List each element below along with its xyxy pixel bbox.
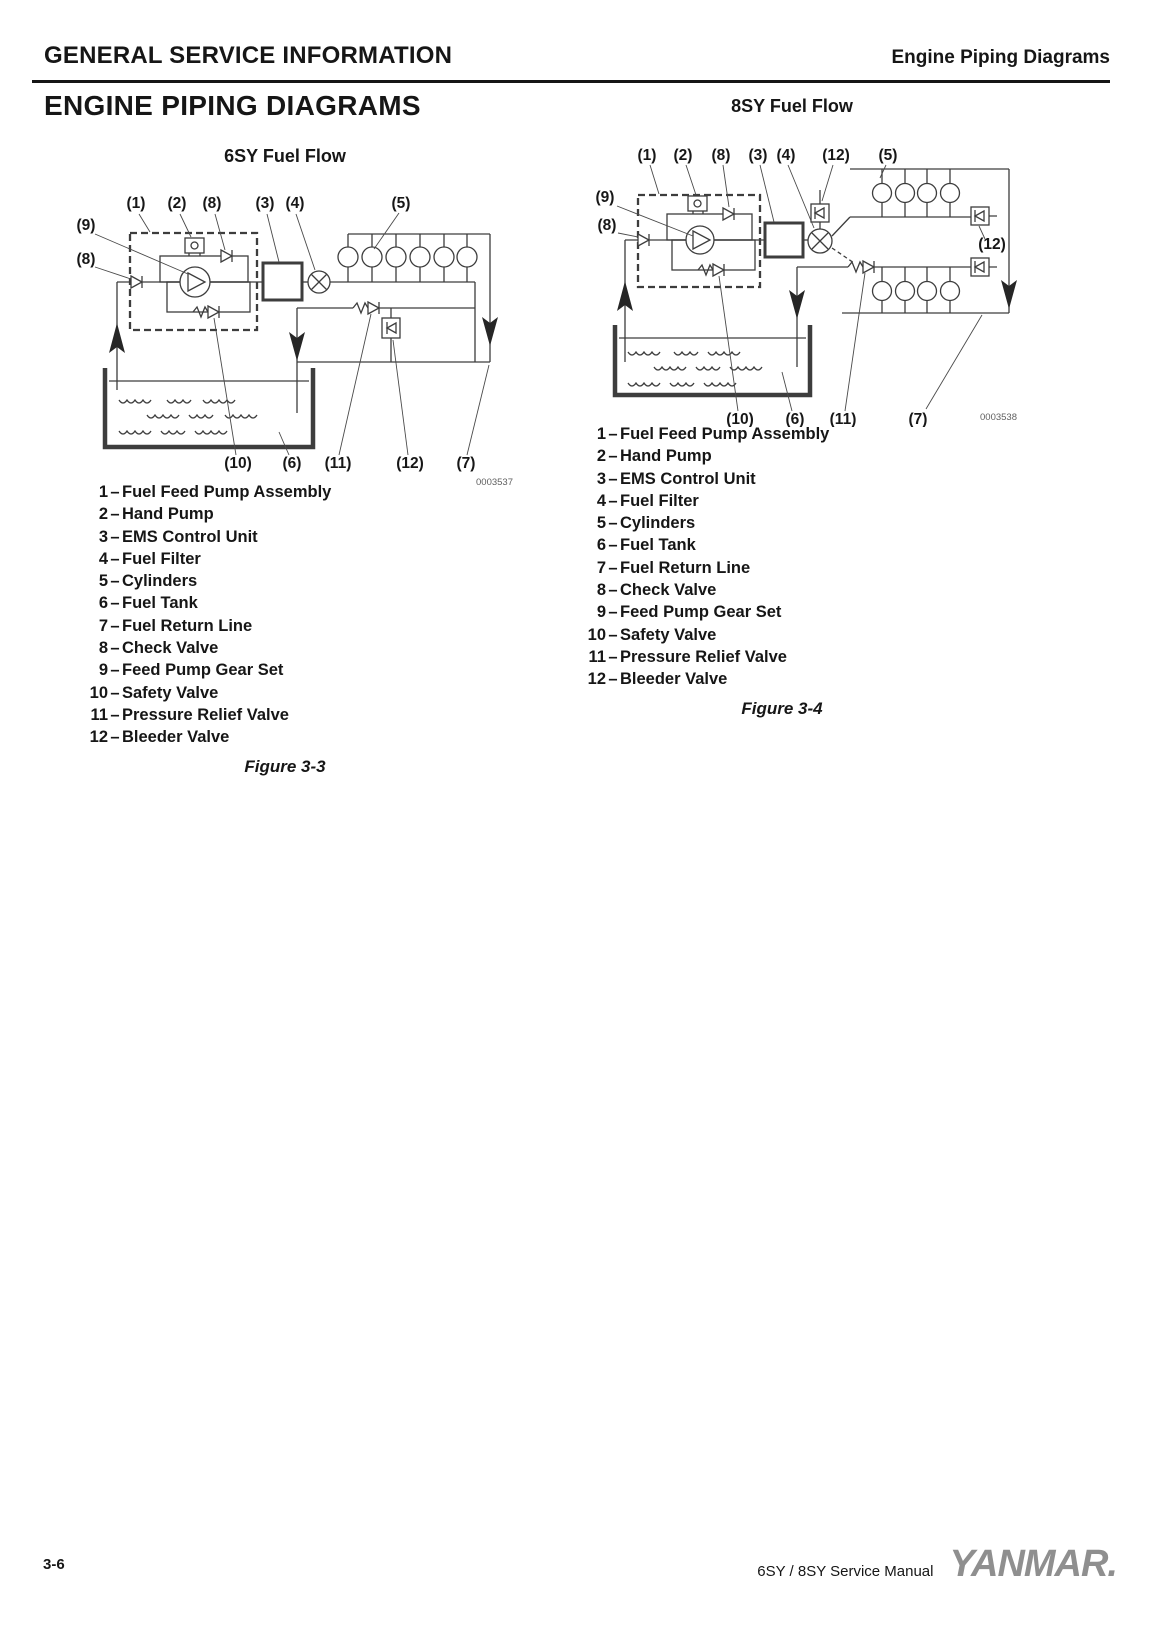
legend-item-number: 3 — [98, 527, 108, 546]
callout-2: (2) — [167, 195, 187, 212]
check-valve-top-icon — [221, 250, 232, 262]
legend-item — [82, 682, 331, 704]
callout-3: (3) — [255, 195, 275, 212]
legend-item-number: 12 — [587, 670, 606, 689]
cylinders-6sy — [338, 234, 477, 282]
legend-item-number: 10 — [587, 625, 606, 644]
legend-item-number: 1 — [596, 425, 606, 443]
legend-item-label: Check Valve — [122, 639, 219, 658]
legend-item-number: 6 — [98, 594, 108, 613]
legend-item-number: 2 — [596, 447, 606, 466]
pressure-relief-valve-icon — [848, 261, 874, 273]
fuel-feed-pump-assembly-8sy — [638, 195, 760, 287]
header-divider — [32, 80, 1110, 83]
image-id-8sy: 0003538 — [980, 412, 1017, 423]
legend-separator: – — [110, 683, 120, 702]
callout-8-top: (8) — [202, 195, 222, 212]
legend-item — [580, 468, 829, 490]
legend-separator: – — [608, 491, 618, 510]
legend-item — [82, 592, 331, 614]
header-subsection-title: Engine Piping Diagrams — [891, 47, 1110, 68]
figure-6sy-title: 6SY Fuel Flow — [224, 146, 346, 166]
legend-item — [580, 490, 829, 512]
legend-item-label: Hand Pump — [122, 505, 214, 524]
callout-12-top: (12) — [822, 147, 850, 164]
legend-item — [82, 548, 331, 570]
cylinder-bank-upper — [873, 169, 960, 217]
legend-item — [82, 503, 331, 525]
figure-8sy-title: 8SY Fuel Flow — [731, 96, 853, 116]
legend-item-label: Feed Pump Gear Set — [620, 603, 782, 622]
legend-item-number: 11 — [90, 705, 108, 724]
legend-item-number: 4 — [596, 491, 606, 510]
legend-item-number: 4 — [98, 549, 108, 568]
legend-item — [82, 704, 331, 726]
legend-item-label: Fuel Filter — [620, 491, 699, 510]
legend-separator: – — [110, 728, 120, 747]
legend-item — [82, 481, 331, 503]
callout-7: (7) — [908, 411, 928, 427]
legend-item-number: 9 — [98, 661, 108, 680]
bleeder-valve-right-lower-icon — [971, 258, 989, 276]
legend-item — [580, 579, 829, 601]
legend-separator: – — [608, 558, 618, 577]
check-valve-left-icon — [131, 276, 142, 288]
callout-10: (10) — [224, 455, 252, 472]
legend-item-label: Fuel Tank — [122, 594, 198, 613]
footer-page-number: 3-6 — [43, 1556, 65, 1573]
legend-item-label: Fuel Feed Pump Assembly — [620, 425, 830, 443]
legend-item-number: 5 — [98, 572, 108, 591]
hand-pump-icon — [185, 238, 204, 256]
legend-item — [82, 726, 331, 748]
legend-item — [580, 624, 829, 646]
callout-3: (3) — [748, 147, 768, 164]
legend-separator: – — [110, 616, 120, 635]
legend-item-number: 1 — [98, 483, 108, 501]
callout-5: (5) — [878, 147, 898, 164]
diagram-6sy-fuel-flow — [55, 160, 515, 495]
legend-item-number: 8 — [596, 581, 606, 600]
hand-pump-icon — [688, 196, 707, 214]
legend-item — [580, 557, 829, 579]
legend-item-label: Pressure Relief Valve — [620, 647, 787, 666]
legend-item-label: Bleeder Valve — [620, 670, 728, 689]
callout-5: (5) — [391, 195, 411, 212]
legend-item-number: 12 — [89, 728, 108, 747]
bleeder-valve-right-upper-icon — [971, 207, 989, 225]
callout-6: (6) — [785, 411, 805, 427]
check-valve-left-icon — [638, 234, 649, 246]
legend-item-label: Cylinders — [620, 514, 696, 533]
legend-separator: – — [608, 469, 618, 488]
legend-separator: – — [110, 572, 120, 591]
legend-item-number: 3 — [596, 469, 606, 488]
callout-11: (11) — [829, 411, 857, 427]
legend-separator: – — [110, 505, 120, 524]
legend-separator: – — [608, 447, 618, 466]
callout-12: (12) — [396, 455, 424, 472]
legend-separator: – — [110, 705, 120, 724]
legend-item-number: 8 — [98, 639, 108, 658]
callout-2: (2) — [673, 147, 693, 164]
legend-separator: – — [608, 581, 618, 600]
callout-10: (10) — [726, 411, 754, 427]
legend-item-label: Fuel Feed Pump Assembly — [122, 483, 332, 501]
legend-separator: – — [608, 670, 618, 689]
page-header — [32, 42, 1110, 70]
legend-item-label: Fuel Return Line — [620, 558, 751, 577]
legend-separator: – — [110, 661, 120, 680]
legend-item-label: EMS Control Unit — [122, 527, 258, 546]
legend-item-label: EMS Control Unit — [620, 469, 756, 488]
legend-item — [82, 570, 331, 592]
legend-item-label: Hand Pump — [620, 447, 712, 466]
fuel-tank-8sy — [615, 325, 810, 395]
cylinder-bank-lower — [873, 267, 960, 313]
bleeder-valve-icon — [382, 318, 400, 338]
callout-9: (9) — [595, 189, 615, 206]
legend-item — [580, 534, 829, 556]
callout-12-right: (12) — [978, 236, 1006, 253]
legend-item-label: Safety Valve — [122, 683, 219, 702]
legend-item — [580, 512, 829, 534]
callout-9: (9) — [76, 217, 96, 234]
bleeder-valve-top-icon — [811, 204, 829, 222]
callout-8-left: (8) — [597, 217, 617, 234]
legend-8sy — [580, 423, 829, 691]
pressure-relief-valve-icon — [353, 302, 379, 314]
page-title: ENGINE PIPING DIAGRAMS — [44, 90, 421, 121]
legend-item-label: Safety Valve — [620, 625, 717, 644]
legend-item-number: 7 — [596, 558, 606, 577]
legend-separator: – — [608, 625, 618, 644]
callout-8-top: (8) — [711, 147, 731, 164]
legend-item-number: 10 — [89, 683, 108, 702]
legend-item — [82, 637, 331, 659]
ems-control-unit-icon — [765, 223, 803, 257]
header-section-title: GENERAL SERVICE INFORMATION — [44, 42, 453, 69]
legend-item — [580, 445, 829, 467]
legend-separator: – — [110, 527, 120, 546]
callout-leaders-6sy — [95, 213, 489, 455]
check-valve-top-icon — [723, 208, 734, 220]
legend-separator: – — [608, 536, 618, 555]
legend-item-number: 2 — [98, 505, 108, 524]
legend-item-number: 9 — [596, 603, 606, 622]
legend-item-label: Fuel Return Line — [122, 616, 253, 635]
legend-item-number: 5 — [596, 514, 606, 533]
legend-item-label: Check Valve — [620, 581, 717, 600]
legend-item-number: 6 — [596, 536, 606, 555]
legend-item — [580, 668, 829, 690]
legend-separator: – — [608, 603, 618, 622]
legend-item-label: Bleeder Valve — [122, 728, 230, 747]
figure-6sy-caption: Figure 3-3 — [244, 757, 326, 776]
callout-6: (6) — [282, 455, 302, 472]
legend-separator: – — [110, 639, 120, 658]
legend-separator: – — [110, 594, 120, 613]
footer-manual-title: 6SY / 8SY Service Manual — [757, 1563, 934, 1580]
legend-item-label: Pressure Relief Valve — [122, 705, 289, 724]
callout-4: (4) — [776, 147, 796, 164]
ems-control-unit-icon — [263, 263, 302, 300]
feed-pump-gear-icon — [686, 226, 714, 254]
callout-1: (1) — [637, 147, 657, 164]
legend-item-label: Fuel Filter — [122, 549, 201, 568]
legend-item-number: 7 — [98, 616, 108, 635]
image-id-6sy: 0003537 — [476, 477, 513, 488]
callout-7: (7) — [456, 455, 476, 472]
callout-11: (11) — [324, 455, 352, 472]
feed-pump-gear-icon — [180, 267, 210, 297]
footer-right — [757, 1543, 1117, 1586]
fuel-tank-6sy — [105, 368, 313, 447]
legend-item — [580, 423, 829, 445]
fuel-filter-icon — [308, 271, 330, 293]
callout-1: (1) — [126, 195, 146, 212]
piping-lines-6sy — [117, 234, 490, 413]
legend-item — [580, 601, 829, 623]
legend-item — [82, 526, 331, 548]
legend-separator: – — [110, 483, 120, 501]
legend-item-label: Fuel Tank — [620, 536, 696, 555]
legend-item-label: Cylinders — [122, 572, 198, 591]
legend-item-number: 11 — [588, 647, 606, 666]
callout-8-left: (8) — [76, 251, 96, 268]
yanmar-logo: YANMAR. — [949, 1543, 1117, 1585]
legend-separator: – — [608, 425, 618, 443]
legend-item — [82, 615, 331, 637]
legend-item-label: Feed Pump Gear Set — [122, 661, 284, 680]
fuel-filter-icon — [808, 229, 832, 253]
diagram-8sy-fuel-flow — [562, 122, 1022, 427]
legend-6sy — [82, 481, 331, 749]
legend-item — [580, 646, 829, 668]
legend-separator: – — [608, 514, 618, 533]
legend-separator: – — [608, 647, 618, 666]
callout-4: (4) — [285, 195, 305, 212]
legend-item — [82, 659, 331, 681]
legend-separator: – — [110, 549, 120, 568]
figure-8sy-caption: Figure 3-4 — [741, 699, 823, 718]
